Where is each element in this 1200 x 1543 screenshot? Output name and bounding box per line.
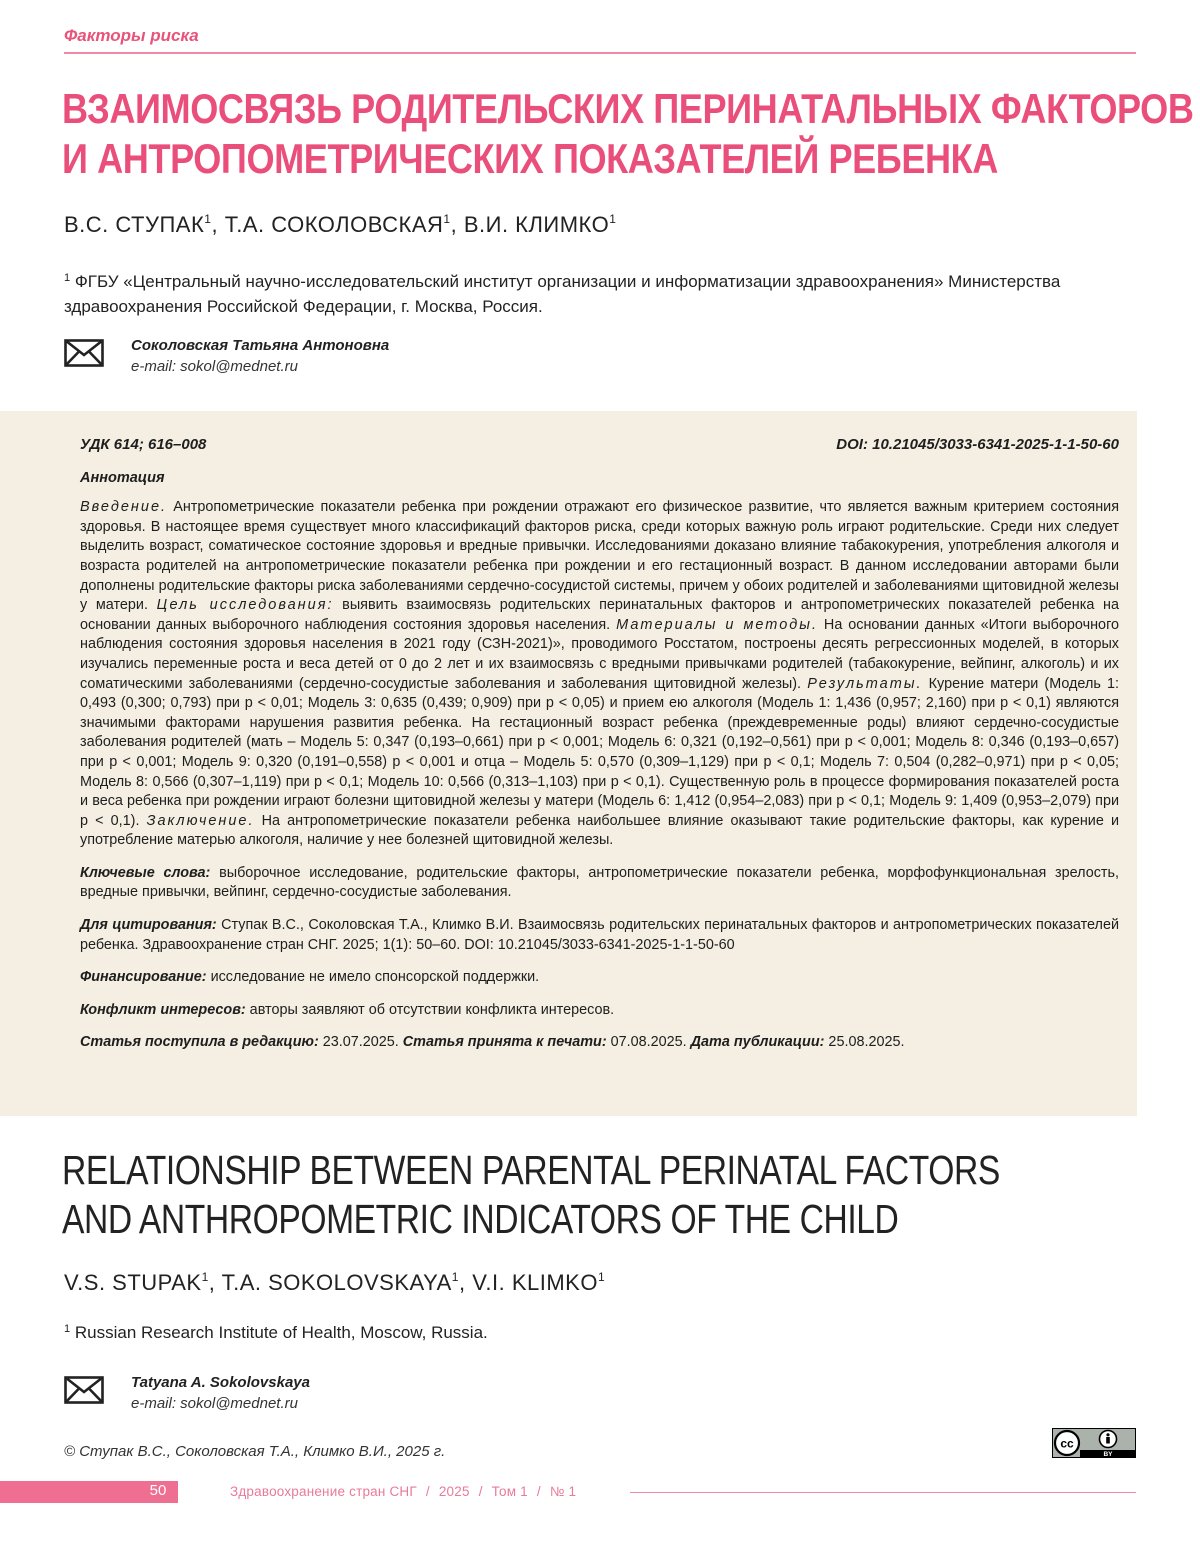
funding (80, 968, 1119, 988)
published-label: Дата публикации: (690, 1034, 825, 1051)
citation-text: Ступак В.С., Соколовская Т.А., Климко В.И. Взаимосвязь родительских перинатальных факторов и антропометрических показателей ребенка. Здравоохранение стран СНГ. 2025; 1(1): 50–60. DOI: 10.21045/3033-6341-2025-1-1-50-60 (80, 917, 1119, 953)
conflict-of-interest (80, 1001, 1119, 1021)
udk-doi-row (80, 435, 1119, 455)
authors-en (64, 1270, 605, 1296)
footer-separator: / (425, 1484, 430, 1499)
title-en-line-1: RELATIONSHIP BETWEEN PARENTAL PERINATAL FACTORS (62, 1147, 1000, 1193)
doi[interactable]: DOI: 10.21045/3033-6341-2025-1-1-50-60 (836, 436, 1119, 453)
keywords-label: Ключевые слова: (80, 864, 211, 881)
by-label: BY (1103, 1451, 1113, 1458)
methods-text: На основании данных «Итоги выборочного наблюдения состояния здоровья населения в 2021 году (СЗН-2021)», проводимого Росстатом, построены десять регрессионных моделей, в которых изучались переменные роста и веса детей от 0 до 2 лет и их взаимосвязь с вредными привычками родителей (табакокурение, вейпинг, алкоголь) и их соматическими заболеваниями (сердечно-сосудистые заболевания и заболевания щитовидной железы). (80, 616, 1119, 692)
page-footer (0, 1481, 1200, 1503)
keywords (80, 864, 1119, 903)
copyright: © Ступак В.С., Соколовская Т.А., Климко В.И., 2025 г. (64, 1443, 446, 1460)
abstract-heading: Аннотация (80, 469, 165, 486)
page-number: 50 (149, 1482, 167, 1499)
conclusion-label: Заключение. (146, 812, 255, 829)
author-affil-mark: 1 (451, 1270, 459, 1284)
journal-info (230, 1484, 576, 1499)
author-name: T.A. SOKOLOVSKAYA (221, 1270, 452, 1295)
abstract-text (80, 498, 1119, 851)
title-ru-line-1: ВЗАИМОСВЯЗЬ РОДИТЕЛЬСКИХ ПЕРИНАТАЛЬНЫХ ФАКТОРОВ (62, 85, 1194, 132)
funding-label: Финансирование: (80, 969, 207, 986)
author-affil-mark: 1 (609, 212, 617, 226)
aim-text: выявить взаимосвязь родительских перинатальных факторов и антропометрических показателей ребенка на основании данных выборочного наблюдения состояния здоровья населения. (80, 597, 1119, 633)
received-date: 23.07.2025. (318, 1034, 403, 1051)
received-label: Статья поступила в редакцию: (80, 1034, 319, 1051)
author-name: Т.А. СОКОЛОВСКАЯ (224, 212, 444, 237)
author-separator: , (208, 1270, 222, 1295)
author-affil-mark: 1 (201, 1270, 209, 1284)
envelope-icon (64, 1376, 104, 1404)
author-affil-mark: 1 (597, 1270, 606, 1284)
funding-text: исследование не имело спонсорской поддержки. (206, 969, 540, 986)
conclusion-text: На антропометрические показатели ребенка наибольшее влияние оказывают такие родительские факторы, как курение и употребление матерью алкоголя, наличие у нее болезней щитовидной железы. (80, 812, 1119, 849)
conflict-label: Конфликт интересов: (80, 1001, 246, 1018)
contact-name: Соколовская Татьяна Антоновна (131, 337, 390, 354)
accepted-label: Статья принята к печати: (402, 1034, 607, 1051)
citation-label: Для цитирования: (80, 917, 217, 934)
affiliation-ru (64, 266, 1124, 319)
author-affil-mark: 1 (204, 212, 212, 226)
contact-name: Tatyana A. Sokolovskaya (131, 1374, 310, 1391)
author-separator: , (450, 212, 464, 237)
footer-divider (630, 1492, 1136, 1493)
article-dates (80, 1033, 1119, 1053)
envelope-icon (64, 339, 104, 367)
section-label: Факторы риска (64, 26, 199, 45)
citation (80, 916, 1119, 955)
journal-year: 2025 (438, 1484, 470, 1499)
author-name: V.I. KLIMKO (472, 1270, 598, 1295)
authors-ru (64, 212, 616, 238)
intro-label: Введение. (80, 499, 168, 516)
author-name: В.И. КЛИМКО (463, 212, 610, 237)
affiliation-mark: 1 (64, 272, 71, 284)
title-en-line-2: AND ANTHROPOMETRIC INDICATORS OF THE CHILD (62, 1196, 899, 1242)
author-name: В.С. СТУПАК (64, 212, 205, 237)
title-ru-line-2: И АНТРОПОМЕТРИЧЕСКИХ ПОКАЗАТЕЛЕЙ РЕБЕНКА (62, 135, 998, 182)
intro-text: Антропометрические показатели ребенка при рождении отражают его физическое развитие, что является важным критерием состояния здоровья. В настоящее время существует много классификаций факторов риска, среди которых важную роль играют родительские. Среди них следует выделить возраст, соматическое состояние здоровья и вредные привычки. Исследованиями доказано влияние табакокурения, употребления алкоголя и возраста родителей на антропометрические показатели ребенка при рождении и его гестационный возраст. В данном исследовании авторами были дополнены родительские факторы риска заболеваниями сердечно-сосудистой системы, причем у обоих родителей и заболеваниями щитовидной железы у матери. (80, 499, 1119, 614)
journal-name: Здравоохранение стран СНГ (230, 1484, 417, 1499)
header-divider (64, 52, 1136, 54)
footer-separator: / (536, 1484, 541, 1499)
accepted-date: 07.08.2025. (606, 1034, 691, 1051)
footer-separator: / (478, 1484, 483, 1499)
conflict-text: авторы заявляют об отсутствии конфликта интересов. (245, 1001, 615, 1018)
aim-label: Цель исследования: (156, 597, 334, 614)
published-date: 25.08.2025. (824, 1034, 905, 1051)
results-text: Курение матери (Модель 1: 0,493 (0,300; 0,793) при p < 0,01; Модель 3: 0,635 (0,439; 0,909) при p < 0,05) и прием ею алкоголя (Модель 1: 1,436 (0,957; 2,160) при p < 0,1) являются значимыми факторами нарушения развития ребенка. На гестационный возраст ребенка (преждевременные роды) влияют сердечно-сосудистые заболевания родителей (мать – Модель 5: 0,347 (0,193–0,661) при p < 0,001; Модель 6: 0,321 (0,192–0,561) при p < 0,001; Модель 8: 0,346 (0,193–0,657) при p < 0,001; Модель 9: 0,320 (0,191–0,558) p < 0,001 и отца – Модель 5: 0,570 (0,309–1,129) при p < 0,1; Модель 7: 0,504 (0,282–0,971) при p < 0,05; Модель 8: 0,566 (0,307–1,119) при p < 0,1; Модель 10: 0,566 (0,313–1,103) при p < 0,1). Существенную роль в процессе формирования показателей роста и веса ребенка при рождении играют болезни щитовидной железы у матери (Модель 6: 1,412 (0,954–2,083) при p < 0,1; Модель 9: 1,409 (0,953–2,079) при p < 0,1). (80, 675, 1119, 829)
abstract-panel (0, 411, 1137, 1116)
contact-email[interactable]: e-mail: sokol@mednet.ru (131, 1395, 298, 1412)
affiliation-text: Russian Research Institute of Health, Moscow, Russia. (74, 1323, 488, 1342)
keywords-text: выборочное исследование, родительские факторы, антропометрические показатели ребенка, морфофункциональная зрелость, вредные привычки, вейпинг, сердечно-сосудистые заболевания. (80, 864, 1119, 901)
journal-volume: Том 1 (491, 1484, 528, 1499)
cc-by-icon[interactable] (1052, 1428, 1136, 1458)
methods-label: Материалы и методы. (616, 616, 818, 633)
contact-email[interactable]: e-mail: sokol@mednet.ru (131, 358, 298, 375)
article-title-en (62, 1146, 1000, 1244)
author-separator: , (211, 212, 225, 237)
affiliation-mark: 1 (64, 1323, 71, 1335)
affiliation-en (64, 1323, 488, 1343)
results-label: Результаты. (807, 675, 923, 692)
article-title-ru (62, 84, 1194, 184)
udk: УДК 614; 616–008 (80, 436, 207, 453)
author-separator: , (458, 1270, 473, 1295)
journal-issue: № 1 (549, 1484, 577, 1499)
author-affil-mark: 1 (443, 212, 451, 226)
affiliation-text: ФГБУ «Центральный научно-исследовательский институт организации и информатизации здравоохранения» Министерства здравоохранения Российской Федерации, г. Москва, Россия. (64, 272, 1061, 316)
author-name: V.S. STUPAK (64, 1270, 202, 1295)
cc-label: cc (1060, 1436, 1074, 1451)
